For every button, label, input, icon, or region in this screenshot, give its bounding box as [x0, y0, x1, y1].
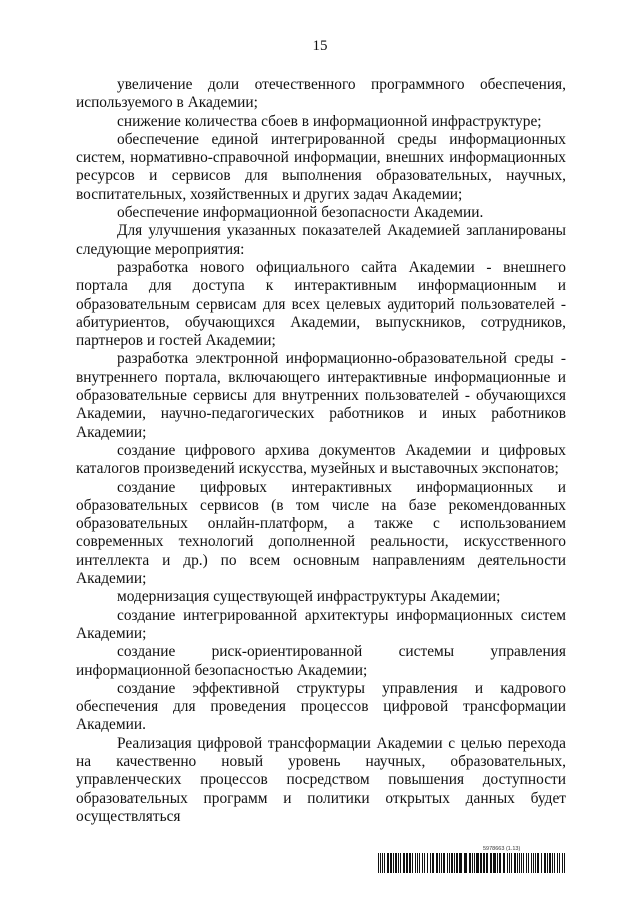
paragraph: создание риск-ориентированной системы управления информационной безопасностью Академии;	[76, 643, 566, 679]
barcode-bar	[384, 853, 385, 873]
barcode-bar	[409, 853, 411, 873]
barcode-bar	[424, 853, 425, 873]
barcode-bar	[497, 853, 498, 873]
barcode-bar	[464, 853, 467, 873]
paragraph: увеличение доли отечественного программного обеспечения, используемого в Академии;	[76, 76, 566, 112]
barcode-bar	[400, 853, 401, 873]
barcode-bar	[412, 853, 413, 873]
barcode-bar	[509, 853, 510, 873]
barcode-bar	[486, 853, 488, 873]
barcode-bar	[547, 853, 548, 873]
barcode-bar	[456, 853, 458, 873]
barcode-bar	[436, 853, 438, 873]
paragraph: создание цифрового архива документов Академии и цифровых каталогов произведений искусства, музейных и выставочных экспонатов;	[76, 441, 566, 478]
barcode-bar	[537, 853, 539, 873]
barcode-bar	[490, 853, 492, 873]
barcode-bar	[419, 853, 420, 873]
barcode-bars	[378, 853, 568, 873]
barcode-bar	[523, 853, 524, 873]
barcode-bar	[476, 853, 479, 873]
barcode-bar	[507, 853, 508, 873]
barcode-bar	[535, 853, 536, 873]
barcode-bar	[439, 853, 440, 873]
barcode-bar	[521, 853, 522, 873]
barcode-bar	[528, 853, 529, 873]
barcode-bar	[557, 853, 558, 873]
barcode-bar	[469, 853, 471, 873]
barcode-bar	[472, 853, 473, 873]
barcode-bar	[503, 853, 505, 873]
barcode-bar	[403, 853, 405, 873]
barcode-bar	[531, 853, 532, 873]
barcode-bar	[564, 853, 565, 873]
barcode-bar	[393, 853, 394, 873]
barcode-bar	[441, 853, 442, 873]
barcode-bar	[559, 853, 560, 873]
paragraph: создание цифровых интерактивных информационных и образовательных сервисов (в том числе на базе рекомендованных образовательных онлайн-платформ, а также с использованием современных технологий дополненной реальности, искусственного интеллекта и др.) по всем основным направлениям деятельности Академии;	[76, 478, 566, 588]
barcode-bar	[544, 853, 546, 873]
barcode-bar	[480, 853, 482, 873]
barcode-bar	[549, 853, 551, 873]
paragraph: разработка электронной информационно-образовательной среды - внутреннего портала, включающего интерактивные информационные и образовательные сервисы для внутренних пользователей - обучающихся Академии, научно-педагогических работников и иных работников Академии;	[76, 350, 566, 441]
paragraph: создание эффективной структуры управления и кадрового обеспечения для проведения процессов цифровой трансформации Академии.	[76, 679, 566, 734]
barcode-bar	[422, 853, 423, 873]
barcode-bar	[398, 853, 399, 873]
paragraph: модернизация существующей инфраструктуры Академии;	[117, 588, 501, 606]
barcode-bar	[382, 853, 383, 873]
barcode-bar	[519, 853, 520, 873]
barcode-bar	[390, 853, 392, 873]
barcode-bar	[415, 853, 416, 873]
barcode-bar	[511, 853, 512, 873]
barcode-bar	[552, 853, 553, 873]
document-barcode	[378, 845, 568, 873]
barcode-bar	[427, 853, 428, 873]
barcode-bar	[380, 853, 381, 873]
barcode-id-text: 5978663 (1.13)	[483, 846, 521, 852]
barcode-bar	[526, 853, 527, 873]
barcode-bar	[562, 853, 563, 873]
barcode-bar	[430, 853, 431, 873]
barcode-bar	[417, 853, 418, 873]
barcode-bar	[517, 853, 518, 873]
barcode-bar	[387, 853, 389, 873]
paragraph: разработка нового официального сайта Академии - внешнего портала для доступа к интерактивным информационным и образовательным сервисам для всех целевых аудиторий пользователей - абитуриентов, обучающихся Академии, выпускников, сотрудников, партнеров и гостей Академии;	[76, 258, 566, 350]
barcode-bar	[432, 853, 434, 873]
barcode-bar	[406, 853, 408, 873]
barcode-bar	[514, 853, 516, 873]
paragraph: снижение количества сбоев в информационной инфраструктуре;	[117, 112, 542, 130]
barcode-bar	[474, 853, 475, 873]
barcode-bar	[499, 853, 501, 873]
barcode-bar	[451, 853, 453, 873]
barcode-bar	[378, 853, 379, 873]
barcode-bar	[443, 853, 445, 873]
barcode-bar	[459, 853, 462, 873]
barcode-bar	[449, 853, 450, 873]
barcode-bar	[395, 853, 397, 873]
paragraph: обеспечение единой интегрированной среды информационных систем, нормативно-справочной информации, внешних информационных ресурсов и сервисов для выполнения образовательных, научных, воспитательных, хозяйственных и других задач Академии;	[76, 130, 566, 203]
barcode-bar	[493, 853, 496, 873]
paragraph: создание интегрированной архитектуры информационных систем Академии;	[76, 606, 566, 642]
paragraph: Для улучшения указанных показателей Академией запланированы следующие мероприятия:	[76, 222, 566, 258]
barcode-bar	[554, 853, 555, 873]
barcode-bar	[454, 853, 455, 873]
barcode-graphic	[378, 853, 568, 873]
barcode-bar	[541, 853, 542, 873]
barcode-bar	[483, 853, 485, 873]
paragraph: Реализация цифровой трансформации Академии с целью перехода на качественно новый уровень научных, образовательных, управленческих процессов посредством повышения доступности образовательных программ и политики открытых данных будет осуществляться	[76, 734, 566, 825]
paragraph: обеспечение информационной безопасности Академии.	[117, 204, 484, 222]
barcode-bar	[447, 853, 448, 873]
barcode-bar	[533, 853, 534, 873]
document-body	[76, 76, 566, 826]
page-number: 15	[312, 38, 328, 54]
